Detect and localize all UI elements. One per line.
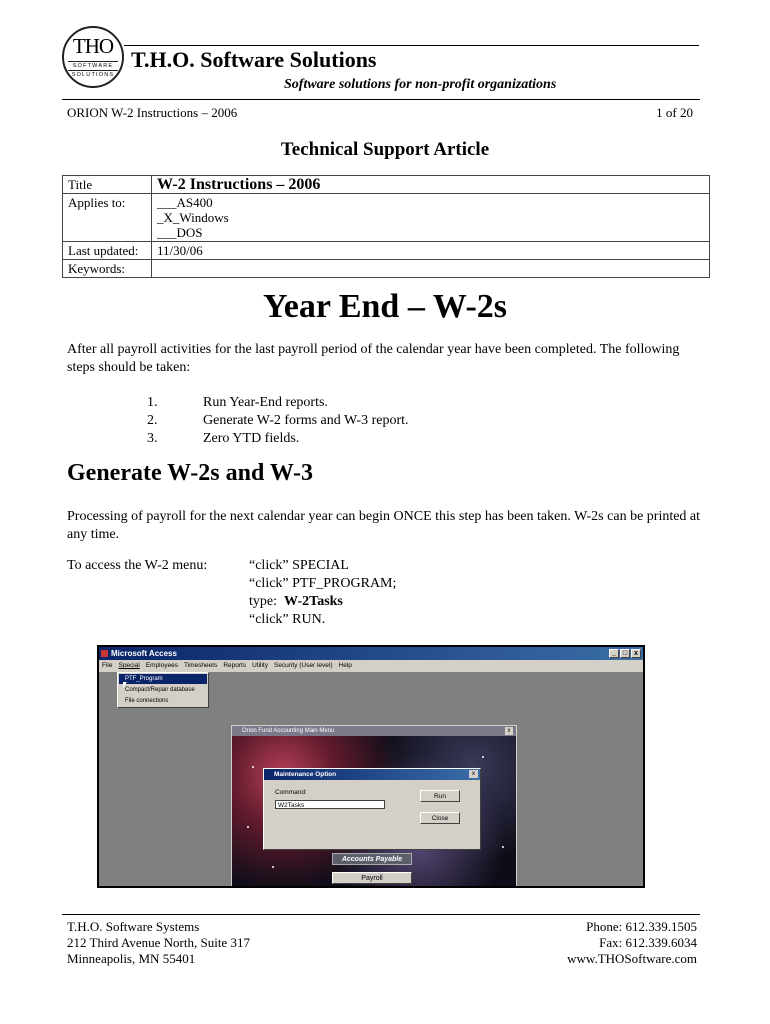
logo-letters: THO <box>72 34 114 58</box>
table-row <box>63 176 710 194</box>
app-title: Microsoft Access <box>111 649 177 658</box>
company-logo <box>62 26 124 88</box>
table-row <box>63 260 710 278</box>
step-text: Zero YTD fields. <box>203 431 300 446</box>
company-tagline: Software solutions for non-profit organizations <box>284 77 557 92</box>
footer-address <box>67 919 250 967</box>
special-dropdown <box>117 672 209 708</box>
access-step-run: “click” RUN. <box>249 612 326 627</box>
footer-contact <box>567 919 697 967</box>
applies-dos: ___DOS <box>157 225 203 240</box>
access-step-special: “click” SPECIAL <box>249 558 349 573</box>
list-item <box>147 412 409 430</box>
run-button[interactable]: Run <box>420 790 460 802</box>
dialog-title: Maintenance Option <box>264 769 480 780</box>
title-label: Title <box>63 176 152 194</box>
main-menu-title: Orion Fund Accounting Main Menu <box>232 726 516 736</box>
access-screenshot <box>97 645 645 888</box>
menu-help[interactable]: Help <box>338 662 352 669</box>
logo-line-1: SOFTWARE <box>68 61 118 71</box>
window-controls <box>609 649 641 658</box>
steps-list <box>147 394 409 448</box>
menu-item-compact-repair[interactable]: Compact/Repair database <box>125 687 195 693</box>
access-type-prefix: type: <box>249 594 284 609</box>
menu-timesheets[interactable]: Timesheets <box>183 662 218 669</box>
applies-as400: ___AS400 <box>157 195 213 210</box>
app-menubar <box>99 660 643 672</box>
maximize-icon[interactable]: □ <box>620 649 630 658</box>
main-heading: Year End – W-2s <box>262 288 508 325</box>
intro-paragraph: After all payroll activities for the last payroll period of the calendar year have been completed. The following steps should be taken: <box>67 342 680 375</box>
list-item <box>147 430 409 448</box>
minimize-icon[interactable]: _ <box>609 649 619 658</box>
star-decoration <box>272 866 274 868</box>
applies-label: Applies to: <box>63 194 152 242</box>
menu-item-ptf-program[interactable]: PTF_Program <box>119 674 207 684</box>
keywords-label: Keywords: <box>63 260 152 278</box>
close-icon[interactable]: x <box>631 649 641 658</box>
access-instructions <box>249 557 396 629</box>
info-table <box>62 175 710 278</box>
title-value: W-2 Instructions – 2006 <box>152 176 710 194</box>
list-item <box>147 394 409 412</box>
header-rule-bottom <box>62 99 700 100</box>
footer-website: www.THOSoftware.com <box>567 951 697 966</box>
access-step-ptf: “click” PTF_PROGRAM; <box>249 576 397 591</box>
menu-special[interactable]: Special <box>118 662 140 669</box>
table-row <box>63 194 710 242</box>
applies-windows: _X_Windows <box>157 210 229 225</box>
keywords-value <box>152 260 710 278</box>
step-text: Run Year-End reports. <box>203 395 328 410</box>
payroll-button[interactable]: Payroll <box>332 872 412 884</box>
footer-company: T.H.O. Software Systems <box>67 919 200 934</box>
mouse-cursor-icon <box>123 682 127 688</box>
menu-security[interactable]: Security (User level) <box>273 662 333 669</box>
app-titlebar <box>99 647 643 660</box>
article-heading: Technical Support Article <box>280 139 490 160</box>
close-button[interactable]: Close <box>420 812 460 824</box>
dialog-close-icon[interactable]: x <box>469 770 478 778</box>
accounts-payable-button[interactable]: Accounts Payable <box>332 853 412 865</box>
access-label: To access the W-2 menu: <box>67 558 208 573</box>
table-row <box>63 242 710 260</box>
main-menu-close-icon[interactable]: x <box>505 727 513 735</box>
command-input[interactable]: W2Tasks <box>275 800 385 809</box>
access-app-icon <box>101 650 108 657</box>
menu-reports[interactable]: Reports <box>223 662 247 669</box>
star-decoration <box>482 756 484 758</box>
header-rule-top <box>124 45 699 46</box>
access-step-type <box>249 593 396 611</box>
updated-label: Last updated: <box>63 242 152 260</box>
footer-fax: Fax: 612.339.6034 <box>599 935 697 950</box>
applies-value <box>152 194 710 242</box>
section-heading: Generate W-2s and W-3 <box>67 460 313 486</box>
footer-street: 212 Third Avenue North, Suite 317 <box>67 935 250 950</box>
command-label: Command: <box>275 789 307 796</box>
footer-phone: Phone: 612.339.1505 <box>586 919 697 934</box>
updated-value: 11/30/06 <box>152 242 710 260</box>
maintenance-dialog <box>263 768 481 850</box>
step-number: 3. <box>147 431 158 446</box>
star-decoration <box>502 846 504 848</box>
page-number: 1 of 20 <box>656 105 693 120</box>
step-number: 1. <box>147 395 158 410</box>
star-decoration <box>252 766 254 768</box>
step-text: Generate W-2 forms and W-3 report. <box>203 413 409 428</box>
menu-file[interactable]: File <box>102 662 113 669</box>
logo-line-2: SOLUTIONS <box>71 72 115 78</box>
document-name: ORION W-2 Instructions – 2006 <box>67 105 238 120</box>
footer-city: Minneapolis, MN 55401 <box>67 951 196 966</box>
section-paragraph: Processing of payroll for the next calendar year can begin ONCE this step has been taken. W-2s can be printed at any time. <box>67 509 701 542</box>
menu-item-file-connections[interactable]: File connections <box>125 698 169 704</box>
menu-utility[interactable]: Utility <box>252 662 268 669</box>
access-type-command: W-2Tasks <box>284 594 343 609</box>
menu-employees[interactable]: Employees <box>145 662 178 669</box>
star-decoration <box>247 826 249 828</box>
footer-rule <box>62 914 700 915</box>
step-number: 2. <box>147 413 158 428</box>
company-name: T.H.O. Software Solutions <box>131 47 377 72</box>
